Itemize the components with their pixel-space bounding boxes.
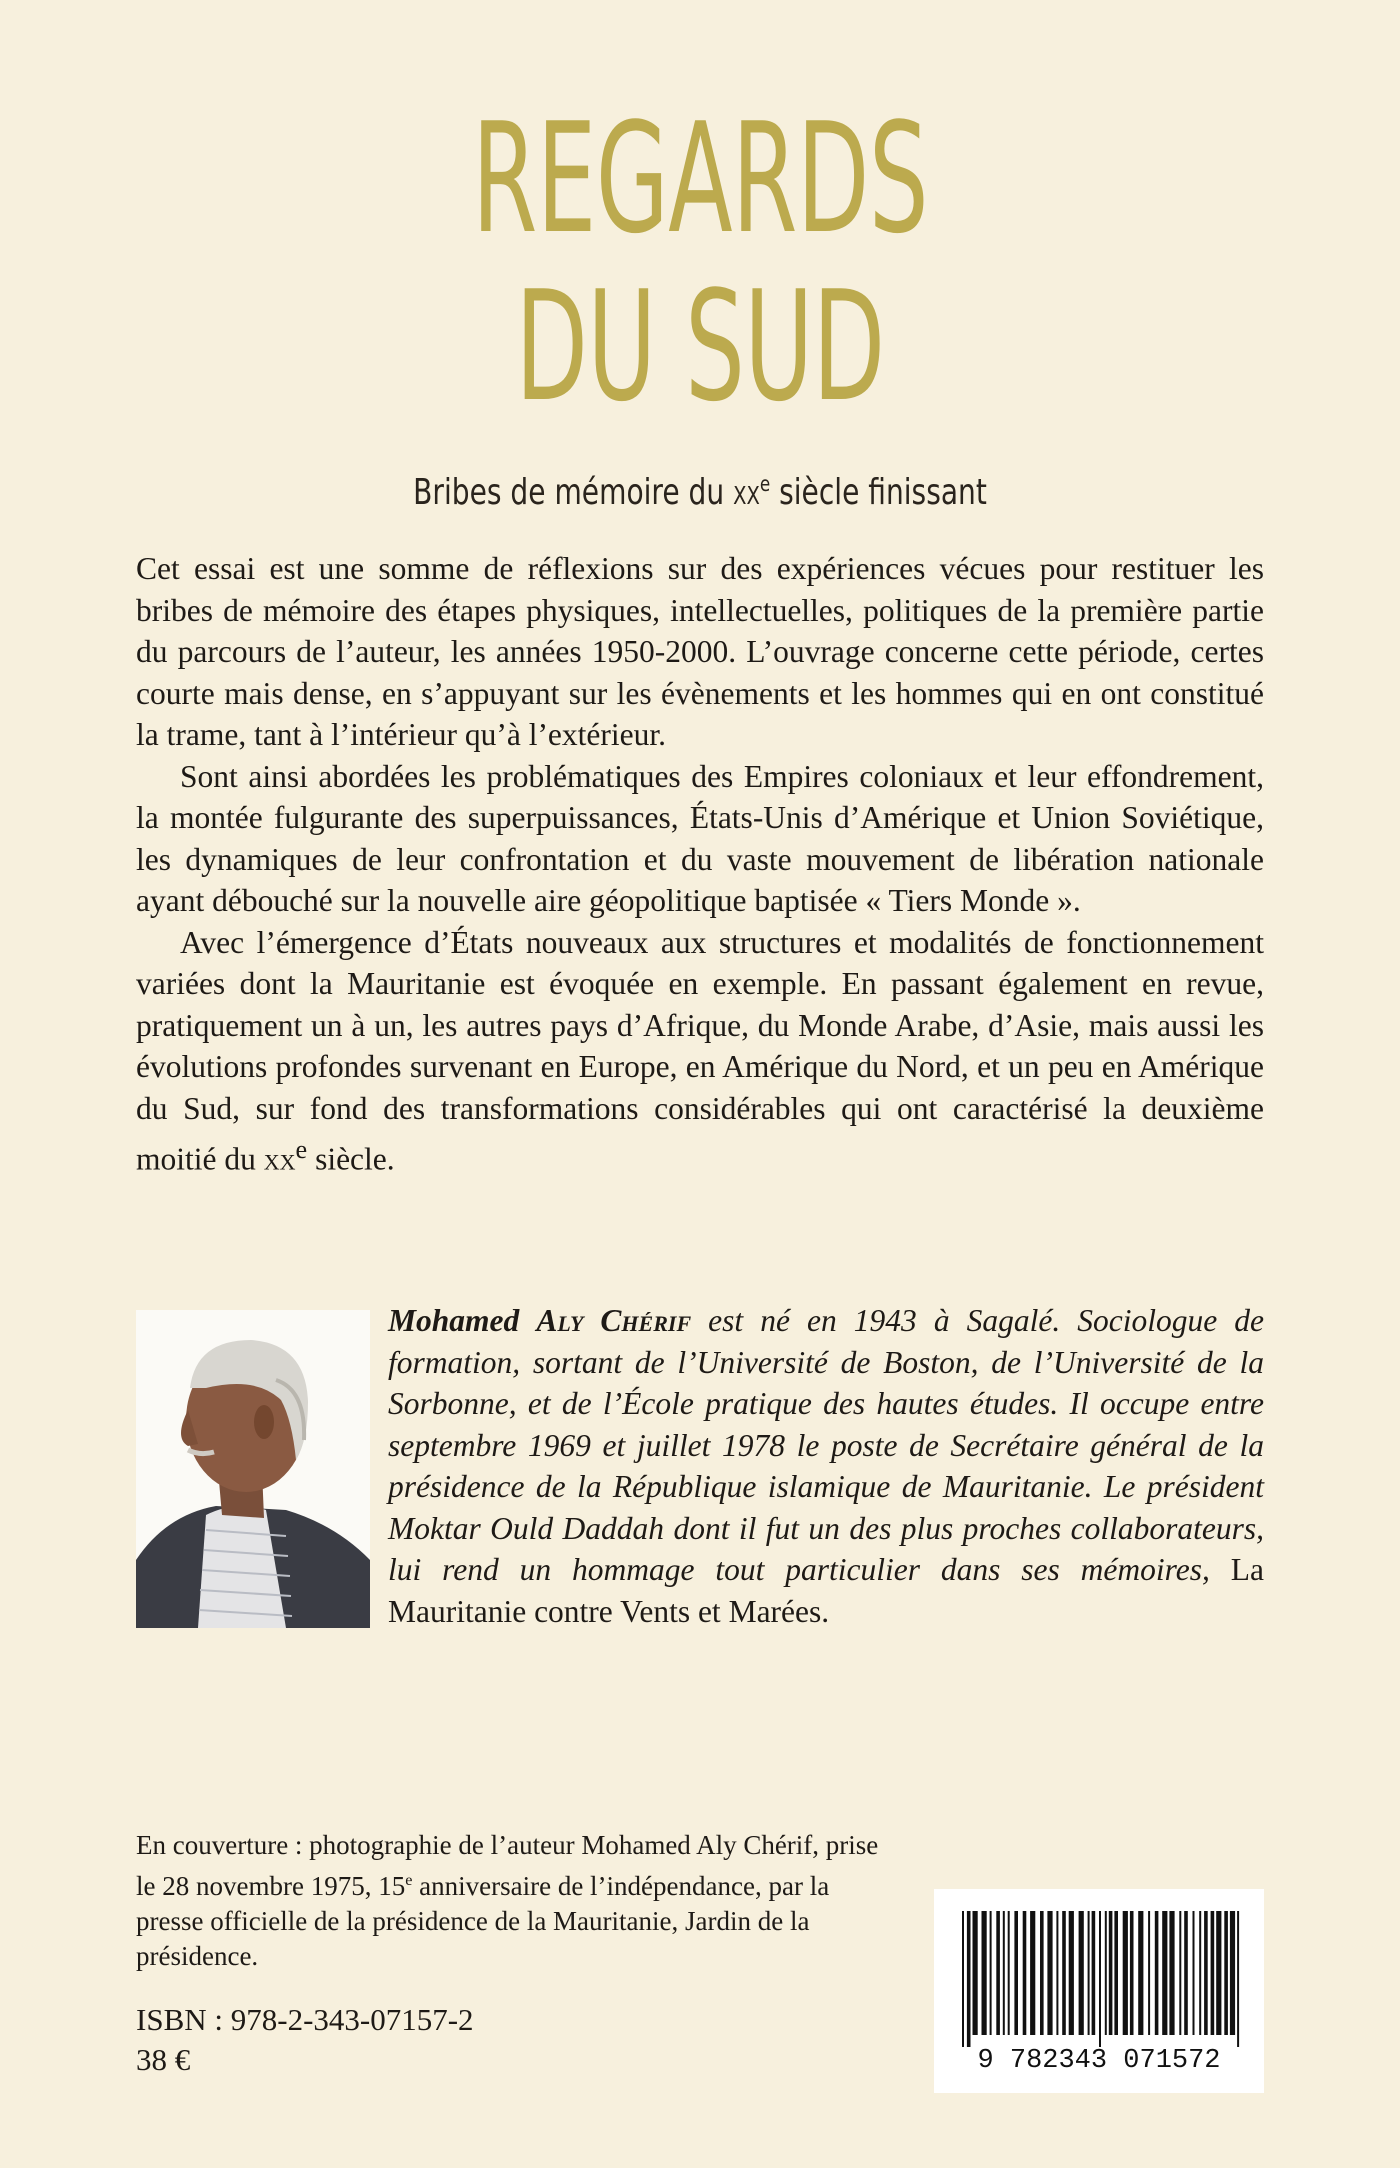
barcode-bar (1047, 1911, 1052, 2035)
title-line-1: REGARDS (471, 90, 929, 267)
subtitle-century: xx (733, 472, 760, 513)
barcode-bar (996, 1911, 1000, 2035)
barcode-graphic (934, 1889, 1264, 2093)
blurb-p3-end: siècle. (307, 1141, 395, 1177)
barcode-bar (1204, 1911, 1208, 2035)
barcode-bar (1211, 1911, 1215, 2035)
credit-sup: e (405, 1871, 413, 1889)
credit-text: En couverture : photographie de l’auteur Mohamed Aly Chérif, prise le 28 novembre 1975, 15 (136, 1830, 879, 1901)
barcode-bar (1179, 1911, 1181, 2035)
blurb-p3-sup: e (295, 1135, 308, 1164)
barcode-bar (1079, 1911, 1084, 2035)
isbn-price-block (136, 2000, 474, 2080)
blurb-p3-century: xx (263, 1141, 296, 1177)
barcode-bar (1092, 1911, 1096, 2035)
author-last-name: Aly Chérif (536, 1303, 692, 1338)
isbn: ISBN : 978-2-343-07157-2 (136, 2002, 474, 2037)
barcode-bar (1114, 1911, 1118, 2035)
barcode-bar (1130, 1911, 1134, 2035)
barcode-bar (1216, 1911, 1221, 2035)
barcode-bar (1199, 1911, 1201, 2035)
author-photo (136, 1310, 370, 1628)
author-portrait-illustration (136, 1310, 370, 1628)
barcode-bar (1169, 1911, 1174, 2035)
barcode-bar (1062, 1911, 1066, 2035)
barcode-bar (1184, 1911, 1188, 2035)
barcode-bar (1014, 1911, 1018, 2035)
barcode-bar (1030, 1911, 1035, 2035)
barcode-bar (1040, 1911, 1044, 2035)
barcode-bar (1099, 1911, 1101, 2047)
barcode-bar (1105, 1911, 1107, 2035)
barcode-bar (1155, 1911, 1159, 2035)
barcode-bar (982, 1911, 987, 2035)
subtitle-text: Bribes de mémoire du (413, 472, 734, 513)
blurb-p3-text: Avec l’émergence d’États nouveaux aux structures et modalités de fonctionnement variées dont la Mauritanie est évoquée en exemple. En passant également en revue, pratiquement un à un, les autres pays d’Afrique, du Monde Arabe, d’Asie, mais aussi les évolutions profondes survenant en Europe, en Amérique du Nord, et un peu en Amérique du Sud, sur fond des transformations considérables qui ont caractérisé la deuxième moitié du (136, 924, 1264, 1177)
blurb-paragraph-1: Cet essai est une somme de réflexions sur des expériences vécues pour restituer les bribes de mémoire des étapes physiques, intellectuelles, politiques de la première partie du parcours de l’auteur, les années 1950-2000. L’ouvrage concerne cette période, certes courte mais dense, en s’appuyant sur les évènements et les hommes qui en ont constitué la trame, tant à l’intérieur qu’à l’extérieur. (136, 551, 1264, 752)
barcode-digits: 9 782343 071572 (977, 2046, 1221, 2076)
barcode-bar (967, 1911, 971, 2047)
barcode-bar (1023, 1911, 1027, 2035)
price: 38 € (136, 2042, 191, 2077)
subtitle-text-end: siècle finissant (770, 472, 987, 513)
cited-book-title: La Mauritanie contre Vents et Marées. (388, 1552, 1264, 1629)
blurb-paragraph-3 (136, 922, 1264, 1181)
barcode-bar (1109, 1911, 1113, 2035)
credit-text-end: anniversaire de l’indépendance, par la presse officielle de la présidence de la Mauritanie, Jardin de la présidence. (136, 1871, 830, 1971)
barcode-bar (1193, 1911, 1195, 2035)
book-subtitle (154, 472, 1246, 513)
barcode-bar (1224, 1911, 1228, 2035)
barcode-bar (1230, 1911, 1235, 2035)
author-bio (388, 1300, 1264, 1632)
barcode-bar (990, 1911, 992, 2035)
barcode (934, 1889, 1264, 2093)
barcode-bar (962, 1911, 964, 2047)
barcode-bar (1088, 1911, 1090, 2035)
blurb-paragraph-2: Sont ainsi abordées les problématiques des Empires coloniaux et leur effondrement, la montée fulgurante des superpuissances, États-Unis d’Amérique et Union Soviétique, les dynamiques de leur confrontation et du vaste mouvement de libération nationale ayant débouché sur la nouvelle aire géopolitique baptisée « Tiers Monde ». (136, 758, 1264, 918)
barcode-bar (1003, 1911, 1005, 2035)
author-bio-text: est né en 1943 à Sagalé. Sociologue de formation, sortant de l’Université de Boston, de l’Université de la Sorbonne, et de l’École pratique des hautes études. Il occupe entre septembre 1969 et juillet 1978 le poste de Secrétaire général de la présidence de la République islamique de Mauritanie. Le président Moktar Ould Daddah dont il fut un des plus proches collaborateurs, lui rend un hommage tout particulier dans ses mémoires, (388, 1303, 1264, 1587)
barcode-bar (1069, 1911, 1074, 2035)
barcode-bar (1237, 1911, 1239, 2047)
barcode-bar (1123, 1911, 1128, 2035)
barcode-bar (1056, 1911, 1058, 2035)
barcode-bar (973, 1911, 978, 2035)
barcode-bar (1138, 1911, 1143, 2035)
cover-photo-credit (136, 1828, 896, 1974)
author-first-name: Mohamed (388, 1303, 520, 1338)
barcode-bar (1008, 1911, 1010, 2035)
book-title (266, 90, 1134, 435)
title-line-2: DU SUD (515, 258, 885, 435)
subtitle-sup: e (759, 472, 771, 497)
barcode-bar (1162, 1911, 1167, 2035)
barcode-bar (1148, 1911, 1150, 2035)
back-cover-blurb (136, 548, 1264, 1180)
